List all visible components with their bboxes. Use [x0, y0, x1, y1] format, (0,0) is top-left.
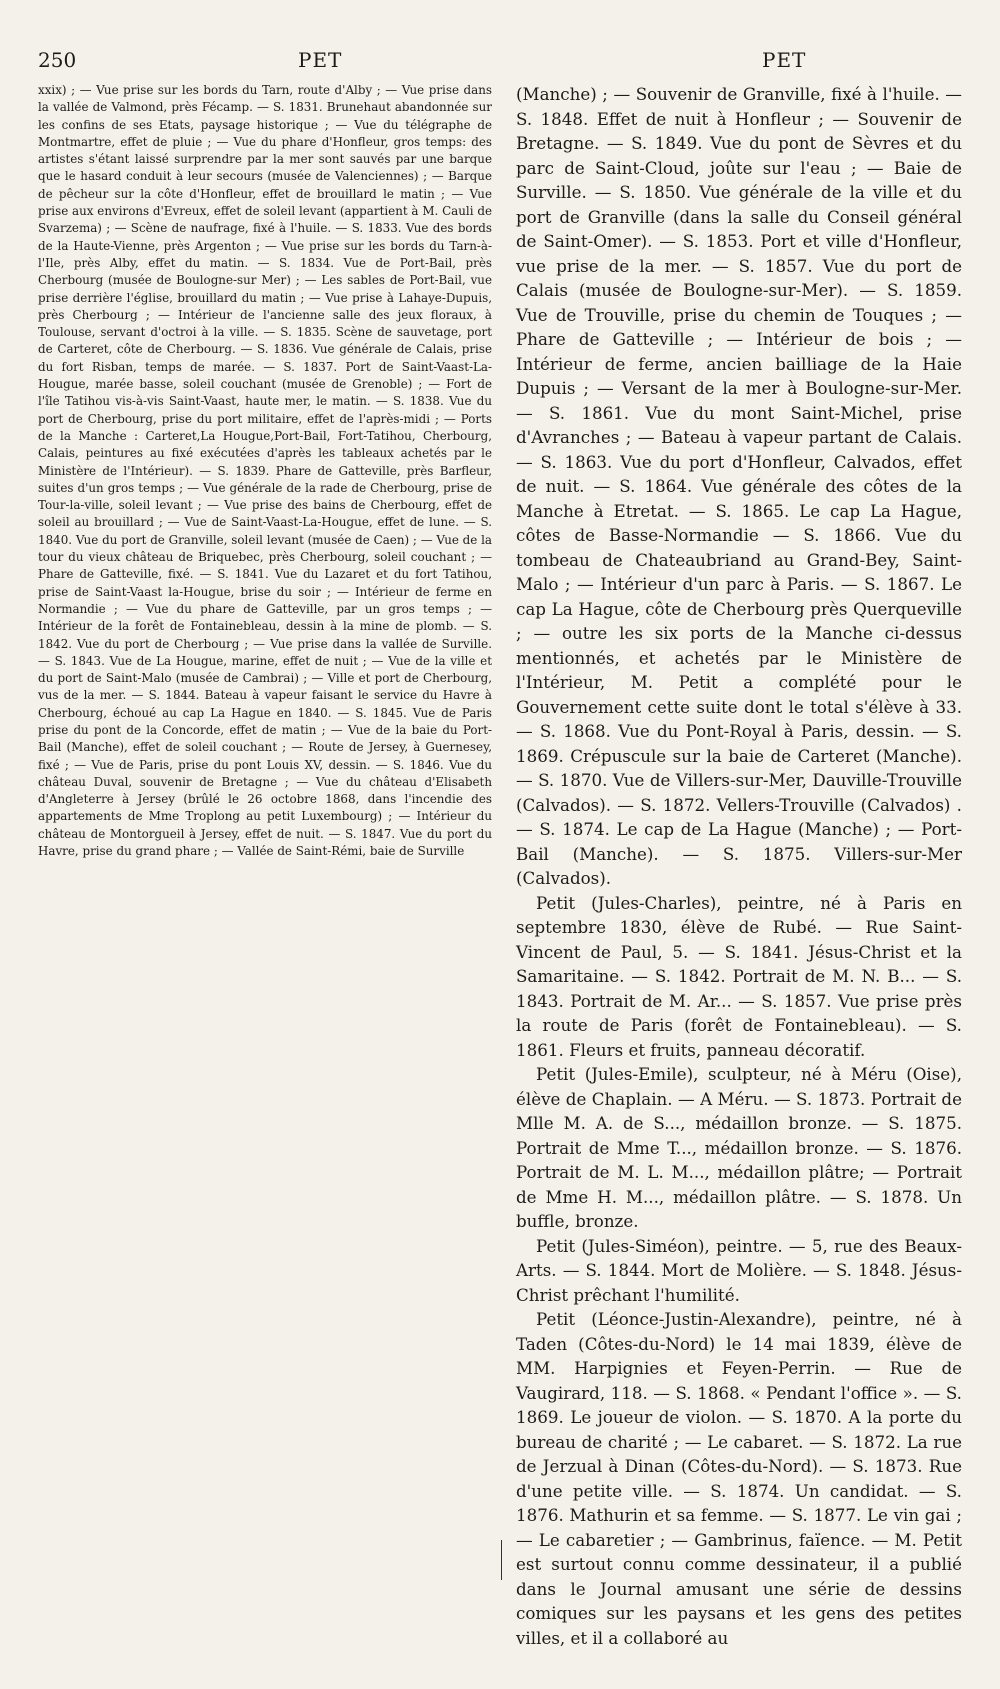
running-head-left: PET: [298, 48, 343, 72]
right-column: [516, 82, 962, 1650]
entry-petit-jules-emile: Petit (Jules-Emile), sculpteur, né à Méru (Oise), élève de Chaplain. — A Méru. — S. 1873. Portrait de Mlle M. A. de S..., médaillon bronze. — S. 1875. Portrait de Mme T..., médaillon bronze. — S. 1876. Portrait de M. L. M..., médaillon plâtre; — Portrait de Mme H. M..., médaillon plâtre. — S. 1878. Un buffle, bronze.: [516, 1064, 962, 1231]
text-columns: [38, 82, 974, 1650]
entry-petit-leonce: Petit (Léonce-Justin-Alexandre), peintre, né à Taden (Côtes-du-Nord) le 14 mai 1839, élève de MM. Harpignies et Feyen-Perrin. — Rue de Vaugirard, 118. — S. 1868. « Pendant l'office ». — S. 1869. Le joueur de violon. — S. 1870. A la porte du bureau de charité ; — Le cabaret. — S. 1872. La rue de Jerzual à Dinan (Côtes-du-Nord). — S. 1873. Rue d'une petite ville. — S. 1874. Un candidat. — S. 1876. Mathurin et sa femme. — S. 1877. Le vin gai ; — Le cabaretier ; — Gambrinus, faïence. — M. Petit est surtout connu comme dessinateur, il a publié dans le Journal amusant une série de dessins comiques sur les paysans et les gens des petites villes, et il a collaboré au: [516, 1309, 962, 1648]
entry-continuation: (Manche) ; — Souvenir de Granville, fixé à l'huile. — S. 1848. Effet de nuit à Honfleur ; — Souvenir de Bretagne. — S. 1849. Vue du pont de Sèvres et du parc de Saint-Cloud, joûte sur l'eau ; — Baie de Surville. — S. 1850. Vue générale de la ville et du port de Granville (dans la salle du Conseil général de Saint-Omer). — S. 1853. Port et ville d'Honfleur, vue prise de la mer. — S. 1857. Vue du port de Calais (musée de Boulogne-sur-Mer). — S. 1859. Vue de Trouville, prise du chemin de Touques ; — Phare de Gatteville ; — Intérieur de bois ; — Intérieur de ferme, ancien bailliage de la Haie Dupuis ; — Versant de la mer à Boulogne-sur-Mer. — S. 1861. Vue du mont Saint-Michel, prise d'Avranches ; — Bateau à vapeur partant de Calais. — S. 1863. Vue du port d'Honfleur, Calvados, effet de nuit. — S. 1864. Vue générale des côtes de la Manche à Etretat. — S. 1865. Le cap La Hague, côtes de Basse-Normandie — S. 1866. Vue du tombeau de Chateaubriand au Grand-Bey, Saint-Malo ; — Intérieur d'un parc à Paris. — S. 1867. Le cap La Hague, côte de Cherbourg près Querqueville ; — outre les six ports de la Manche ci-dessus mentionnés, et achetés par le Ministère de l'Intérieur, M. Petit a complété pour le Gouvernement cette suite dont le total s'élève à 33. — S. 1868. Vue du Pont-Royal à Paris, dessin. — S. 1869. Crépuscule sur la baie de Carteret (Manche). — S. 1870. Vue de Villers-sur-Mer, Dauville-Trouville (Calvados). — S. 1872. Vellers-Trouville (Calvados) . — S. 1874. Le cap de La Hague (Manche) ; — Port-Bail (Manche). — S. 1875. Villers-sur-Mer (Calvados).: [516, 84, 962, 888]
page-number: 250: [38, 48, 77, 72]
left-column: [38, 82, 492, 1650]
entry-petit-jules-charles: Petit (Jules-Charles), peintre, né à Paris en septembre 1830, élève de Rubé. — Rue Saint-Vincent de Paul, 5. — S. 1841. Jésus-Christ et la Samaritaine. — S. 1842. Portrait de M. N. B... — S. 1843. Portrait de M. Ar... — S. 1857. Vue prise près la route de Paris (forêt de Fontainebleau). — S. 1861. Fleurs et fruits, panneau décoratif.: [516, 892, 962, 1060]
entry-petit-jules-simeon: Petit (Jules-Siméon), peintre. — 5, rue des Beaux-Arts. — S. 1844. Mort de Molière. — S. 1848. Jésus-Christ prêchant l'humilité.: [516, 1235, 962, 1305]
column-rule-fragment: [501, 1540, 502, 1580]
left-column-paragraph: xxix) ; — Vue prise sur les bords du Tarn, route d'Alby ; — Vue prise dans la vallée de Valmond, près Fécamp. — S. 1831. Brunehaut abandonnée sur les confins de ses Etats, paysage historique ; — Vue du télégraphe de Montmartre, effet de pluie ; — Vue du phare d'Honfleur, gros temps: des artistes s'étant laissé surprendre par la mer sont sauvés par une barque que le hasard conduit à leur secours (musée de Valenciennes) ; — Barque de pêcheur sur la côte d'Honfleur, effet de brouillard le matin ; — Vue prise aux environs d'Evreux, effet de soleil levant (appartient à M. Cauli de Svarzema) ; — Scène de naufrage, fixé à l'huile. — S. 1833. Vue des bords de la Haute-Vienne, près Argenton ; — Vue prise sur les bords du Tarn-à-l'Ile, près Alby, effet du matin. — S. 1834. Vue de Port-Bail, près Cherbourg (musée de Boulogne-sur Mer) ; — Les sables de Port-Bail, vue prise derrière l'église, brouillard du matin ; — Vue prise à Lahaye-Dupuis, près Cherbourg ; — Intérieur de l'ancienne salle des jeux floraux, à Toulouse, servant d'octroi à la ville. — S. 1835. Scène de sauvetage, port de Carteret, côte de Cherbourg. — S. 1836. Vue générale de Calais, prise du fort Risban, temps de marée. — S. 1837. Port de Saint-Vaast-La-Hougue, marée basse, soleil couchant (musée de Grenoble) ; — Fort de l'île Tatihou vis-à-vis Saint-Vaast, haute mer, le matin. — S. 1838. Vue du port de Cherbourg, prise du port militaire, effet de l'après-midi ; — Ports de la Manche : Carteret,La Hougue,Port-Bail, Fort-Tatihou, Cherbourg, Calais, peintures au fixé exécutées d'après les tableaux achetés par le Ministère de l'Intérieur). — S. 1839. Phare de Gatteville, près Barfleur, suites d'un gros temps ; — Vue générale de la rade de Cherbourg, prise de Tour-la-ville, soleil levant ; — Vue prise des bains de Cherbourg, effet de soleil au brouillard ; — Vue de Saint-Vaast-La-Hougue, effet de lune. — S. 1840. Vue du port de Granville, soleil levant (musée de Caen) ; — Vue de la tour du vieux château de Briquebec, près Cherbourg, soleil couchant ; — Phare de Gatteville, fixé. — S. 1841. Vue du Lazaret et du fort Tatihou, prise de Saint-Vaast la-Hougue, brise du soir ; — Intérieur de ferme en Normandie ; — Vue du phare de Gatteville, par un gros temps ; — Intérieur de la forêt de Fontainebleau, dessin à la mine de plomb. — S. 1842. Vue du port de Cherbourg ; — Vue prise dans la vallée de Surville. — S. 1843. Vue de La Hougue, marine, effet de nuit ; — Vue de la ville et du port de Saint-Malo (musée de Cambrai) ; — Ville et port de Cherbourg, vus de la mer. — S. 1844. Bateau à vapeur faisant le service du Havre à Cherbourg, échoué au cap La Hague en 1840. — S. 1845. Vue de Paris prise du pont de la Concorde, effet de matin ; — Vue de la baie du Port-Bail (Manche), effet de soleil couchant ; — Route de Jersey, à Guernesey, fixé ; — Vue de Paris, prise du pont Louis XV, dessin. — S. 1846. Vue du château Duval, souvenir de Bretagne ; — Vue du château d'Elisabeth d'Angleterre à Jersey (brûlé le 26 octobre 1868, dans l'incendie des appartements de Mme Troplong au petit Luxembourg) ; — Intérieur du château de Montorgueil à Jersey, effet de nuit. — S. 1847. Vue du port du Havre, prise du grand phare ; — Vallée de Saint-Rémi, baie de Surville: [38, 83, 492, 859]
running-head-right: PET: [762, 48, 807, 72]
page-header: [38, 48, 970, 72]
